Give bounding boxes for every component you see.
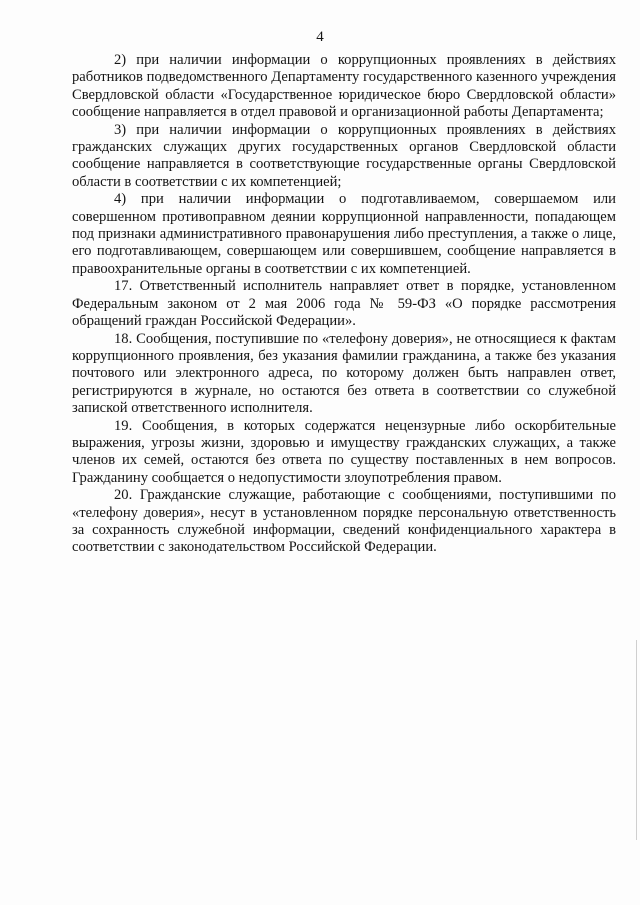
- paragraph-clause-18: 18. Сообщения, поступившие по «телефону доверия», не относящиеся к фактам коррупционного проявления, без указания фамилии гражданина, а также без указания почтового или электронного адреса, по которому должен быть направлен ответ, регистрируются в журнале, но остаются без ответа в соответствии со служебной запиской ответственного исполнителя.: [72, 330, 616, 417]
- paragraph-item-3: 3) при наличии информации о коррупционных проявлениях в действиях гражданских служащих других государственных органов Свердловской области сообщение направляется в соответствующие государственные органы Свердловской области в соответствии с их компетенцией;: [72, 121, 616, 190]
- paragraph-clause-17: 17. Ответственный исполнитель направляет ответ в порядке, установленном Федеральным законом от 2 мая 2006 года № 59-ФЗ «О порядке рассмотрения обращений граждан Российской Федерации».: [72, 278, 616, 330]
- paragraph-item-4: 4) при наличии информации о подготавливаемом, совершаемом или совершенном противоправном деянии коррупционной направленности, попадающем под признаки административного правонарушения либо преступления, а также о лице, его подготавливающем, совершающем или совершившем, сообщение направляется в правоохранительные органы в соответствии с их компетенцией.: [72, 191, 616, 277]
- scan-edge-line: [636, 640, 637, 840]
- paragraph-clause-20: 20. Гражданские служащие, работающие с сообщениями, поступившими по «телефону доверия», несут в установленном порядке персональную ответственность за сохранность служебной информации, сведений конфиденциального характера в соответствии с законодательством Российской Федерации.: [72, 487, 616, 556]
- page-number: 4: [316, 29, 324, 45]
- paragraph-item-2: 2) при наличии информации о коррупционных проявлениях в действиях работников подведомственного Департаменту государственного казенного учреждения Свердловской области «Государственное юридическое бюро Свердловской области» сообщение направляется в отдел правовой и организационной работы Департамента;: [72, 52, 616, 121]
- paragraph-clause-19: 19. Сообщения, в которых содержатся нецензурные либо оскорбительные выражения, угрозы жизни, здоровью и имуществу гражданских служащих, а также членов их семей, остаются без ответа по существу поставленных в нем вопросов. Гражданину сообщается о недопустимости злоупотребления правом.: [72, 417, 616, 486]
- document-body: [72, 52, 616, 557]
